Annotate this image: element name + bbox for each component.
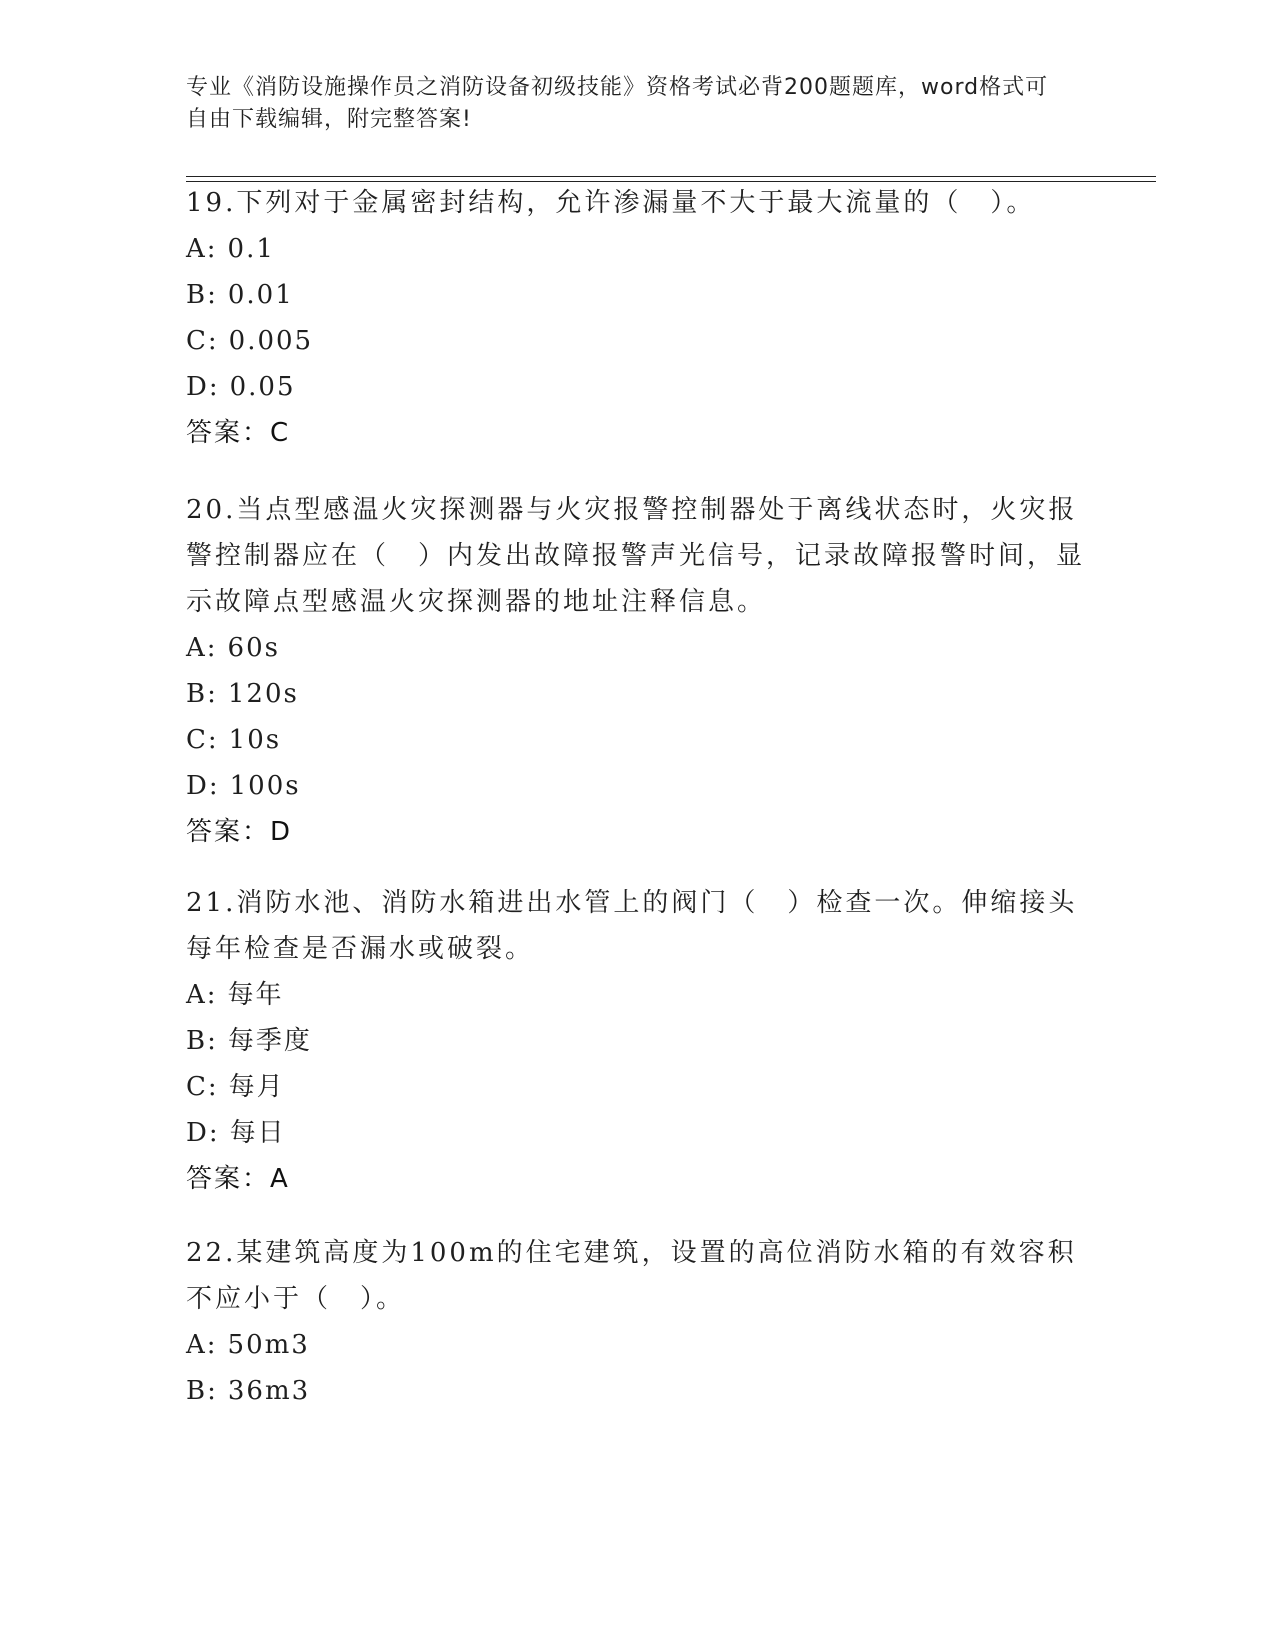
option-a (186, 226, 1086, 272)
option-key: A: (186, 633, 218, 663)
option-a (186, 625, 1086, 671)
question-20 (186, 487, 1086, 855)
option-a (186, 972, 1086, 1018)
option-key: A: (186, 1330, 218, 1360)
option-d (186, 1110, 1086, 1156)
option-value: 120s (227, 679, 299, 709)
option-c (186, 717, 1086, 763)
option-key: A: (186, 234, 218, 264)
question-19 (186, 180, 1086, 456)
option-value: 60s (227, 633, 280, 663)
option-value: 每月 (228, 1072, 285, 1102)
option-c (186, 318, 1086, 364)
option-b (186, 1018, 1086, 1064)
option-key: B: (186, 679, 218, 709)
option-value: 10s (228, 725, 282, 755)
answer: 答案：A (186, 1164, 290, 1194)
answer: 答案：C (186, 418, 291, 448)
document-header: 专业《消防设施操作员之消防设备初级技能》资格考试必背200题题库，word格式可自由下载编辑，附完整答案! (186, 75, 1049, 132)
option-key: A: (186, 980, 218, 1010)
option-value: 每季度 (227, 1026, 312, 1056)
option-value: 每年 (227, 980, 284, 1010)
option-key: D: (186, 771, 220, 801)
header-rule-top (186, 176, 1156, 177)
option-value: 每日 (229, 1118, 286, 1148)
option-key: B: (186, 1376, 218, 1406)
option-b (186, 272, 1086, 318)
option-value: 0.05 (229, 372, 296, 402)
question-stem: 20.当点型感温火灾探测器与火灾报警控制器处于离线状态时，火灾报警控制器应在（ ）内发出故障报警声光信号，记录故障报警时间，显示故障点型感温火灾探测器的地址注释信息。 (186, 495, 1086, 617)
option-value: 100s (229, 771, 301, 801)
option-value: 50m3 (227, 1330, 310, 1360)
option-key: B: (186, 1026, 218, 1056)
question-stem: 22.某建筑高度为100m的住宅建筑，设置的高位消防水箱的有效容积不应小于（ ）。 (186, 1238, 1077, 1314)
option-value: 0.1 (227, 234, 275, 264)
question-stem: 19.下列对于金属密封结构，允许渗漏量不大于最大流量的（ ）。 (186, 188, 1036, 218)
option-key: C: (186, 1072, 219, 1102)
option-b (186, 1368, 1086, 1414)
option-key: D: (186, 372, 220, 402)
option-key: C: (186, 326, 219, 356)
option-value: 0.005 (228, 326, 314, 356)
question-stem: 21.消防水池、消防水箱进出水管上的阀门（ ）检查一次。伸缩接头每年检查是否漏水或破裂。 (186, 888, 1078, 964)
option-value: 36m3 (227, 1376, 311, 1406)
answer: 答案：D (186, 817, 293, 847)
option-c (186, 1064, 1086, 1110)
option-key: C: (186, 725, 219, 755)
question-21 (186, 880, 1086, 1202)
option-key: B: (186, 280, 218, 310)
option-key: D: (186, 1118, 220, 1148)
option-b (186, 671, 1086, 717)
option-value: 0.01 (227, 280, 294, 310)
option-d (186, 763, 1086, 809)
option-d (186, 364, 1086, 410)
option-a (186, 1322, 1086, 1368)
question-22 (186, 1230, 1086, 1414)
